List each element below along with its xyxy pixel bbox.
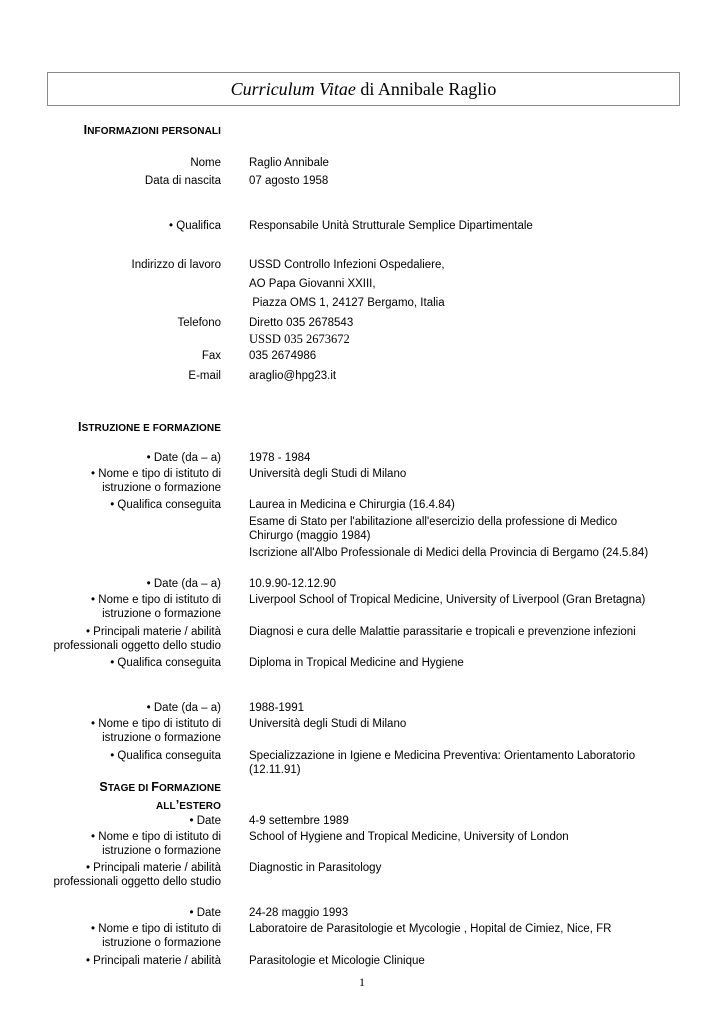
qualification-value: Responsabile Unità Strutturale Semplice Dipartimentale <box>249 220 533 232</box>
edu3-institute-label: • Nome e tipo di istituto di istruzione o formazione <box>91 718 221 744</box>
edu1-qualification-label: • Qualifica conseguita <box>110 499 221 511</box>
edu1-qualification-1: Laurea in Medicina e Chirurgia (16.4.84) <box>249 499 455 511</box>
section-heading-personal: INFORMAZIONI PERSONALI <box>83 123 221 137</box>
phone-ussd: USSD 035 2673672 <box>249 332 350 346</box>
cv-title-italic: Curriculum Vitae <box>230 78 356 99</box>
section-heading-education: ISTRUZIONE E FORMAZIONE <box>78 420 221 434</box>
stage1-subjects-label: • Principali materie / abilità professionali oggetto dello studio <box>53 862 221 888</box>
edu3-date-label: • Date (da – a) <box>146 702 221 714</box>
stage1-date: 4-9 settembre 1989 <box>249 815 349 827</box>
stage2-institute-label: • Nome e tipo di istituto di istruzione o formazione <box>91 923 221 949</box>
stage2-date: 24-28 maggio 1993 <box>249 907 349 919</box>
email-value: araglio@hpg23.it <box>249 370 337 382</box>
fax-value: 035 2674986 <box>249 350 317 362</box>
edu3-qualification: Specializzazione in Igiene e Medicina Preventiva: Orientamento Laboratorio (12.11.91) <box>249 750 636 776</box>
stage1-date-label: • Date <box>189 815 221 827</box>
stage1-institute-label: • Nome e tipo di istituto di istruzione o formazione <box>91 831 221 857</box>
dob-value: 07 agosto 1958 <box>249 175 329 187</box>
page-number: 1 <box>359 975 365 989</box>
edu2-qualification-label: • Qualifica conseguita <box>110 657 221 669</box>
edu1-date: 1978 - 1984 <box>249 452 311 464</box>
section-heading-stage: STAGE DI FORMAZIONE ALL’ESTERO <box>99 780 221 812</box>
edu1-date-label: • Date (da – a) <box>146 452 221 464</box>
stage2-institute: Laboratoire de Parasitologie et Mycologie , Hopital de Cimiez, Nice, FR <box>249 923 612 935</box>
stage1-subjects: Diagnostic in Parasitology <box>249 862 382 874</box>
name-value: Raglio Annibale <box>249 157 329 169</box>
work-address-line-3: Piazza OMS 1, 24127 Bergamo, Italia <box>249 297 445 309</box>
fax-label: Fax <box>201 350 221 362</box>
edu1-qualification-3: Iscrizione all'Albo Professionale di Medici della Provincia di Bergamo (24.5.84) <box>249 547 649 559</box>
edu2-subjects: Diagnosi e cura delle Malattie parassitarie e tropicali e prevenzione infezioni <box>249 626 636 638</box>
stage2-subjects-label: • Principali materie / abilità <box>85 955 221 967</box>
stage2-date-label: • Date <box>189 907 221 919</box>
edu2-subjects-label: • Principali materie / abilità professionali oggetto dello studio <box>53 626 221 652</box>
edu1-qualification-2: Esame di Stato per l'abilitazione all'esercizio della professione di Medico Chirurgo (maggio 1984) <box>249 516 618 542</box>
dob-label: Data di nascita <box>144 175 221 187</box>
qualification-label: • Qualifica <box>169 220 221 232</box>
name-label: Nome <box>190 157 221 169</box>
work-address-line-2: AO Papa Giovanni XXIII, <box>249 278 376 290</box>
edu2-institute: Liverpool School of Tropical Medicine, University of Liverpool (Gran Bretagna) <box>249 594 646 606</box>
edu2-date-label: • Date (da – a) <box>146 578 221 590</box>
work-address-label: Indirizzo di lavoro <box>131 259 221 271</box>
edu3-qualification-label: • Qualifica conseguita <box>110 750 221 762</box>
stage2-subjects: Parasitologie et Micologie Clinique <box>249 955 425 967</box>
cv-title-rest: di Annibale Raglio <box>355 78 497 99</box>
edu1-institute: Università degli Studi di Milano <box>249 468 407 480</box>
edu3-institute: Università degli Studi di Milano <box>249 718 407 730</box>
phone-direct: Diretto 035 2678543 <box>249 317 354 329</box>
cv-title <box>47 72 680 106</box>
phone-label: Telefono <box>177 317 221 329</box>
edu2-qualification: Diploma in Tropical Medicine and Hygiene <box>249 657 464 669</box>
edu3-date: 1988-1991 <box>249 702 304 714</box>
edu2-date: 10.9.90-12.12.90 <box>249 578 336 590</box>
email-label: E-mail <box>188 370 221 382</box>
edu1-institute-label: • Nome e tipo di istituto di istruzione o formazione <box>91 468 221 494</box>
edu2-institute-label: • Nome e tipo di istituto di istruzione o formazione <box>91 594 221 620</box>
stage1-institute: School of Hygiene and Tropical Medicine, University of London <box>249 831 569 843</box>
work-address-line-1: USSD Controllo Infezioni Ospedaliere, <box>249 259 445 271</box>
